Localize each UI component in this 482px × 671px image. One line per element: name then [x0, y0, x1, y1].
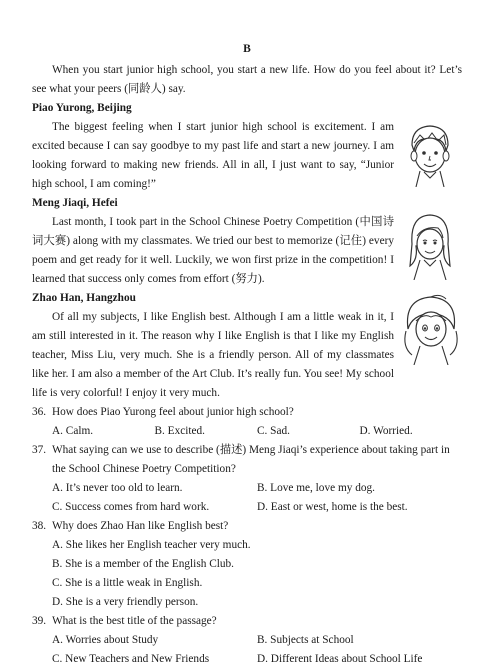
- option-a[interactable]: A. She likes her English teacher very much.: [52, 539, 251, 551]
- question-37: [32, 441, 462, 517]
- intro-paragraph: When you start junior high school, you start a new life. How do you feel about it? Let’s see what your peers (同龄人) say.: [32, 64, 462, 95]
- section-title: B: [243, 43, 251, 55]
- question-36: [32, 403, 462, 441]
- option-a[interactable]: A. Calm.: [52, 425, 94, 437]
- question-text: What is the best title of the passage?: [52, 615, 217, 627]
- option-a[interactable]: A. Worries about Study: [52, 634, 159, 646]
- entry-3: [32, 289, 462, 403]
- question-number: 38.: [32, 520, 47, 532]
- entry-2-author: Meng Jiaqi, Hefei: [32, 197, 118, 209]
- option-c[interactable]: C. Success comes from hard work.: [52, 501, 210, 513]
- option-c[interactable]: C. She is a little weak in English.: [52, 577, 203, 589]
- option-d[interactable]: D. East or west, home is the best.: [257, 501, 408, 513]
- boy-portrait-icon: [400, 121, 460, 187]
- option-d[interactable]: D. Different Ideas about School Life: [257, 653, 423, 665]
- question-39: [32, 612, 462, 669]
- question-38: [32, 517, 462, 612]
- option-c[interactable]: C. New Teachers and New Friends: [52, 653, 210, 665]
- option-b[interactable]: B. She is a member of the English Club.: [52, 558, 234, 570]
- reading-passage: [32, 40, 462, 669]
- entry-2-text: Last month, I took part in the School Chinese Poetry Competition (中国诗词大赛) along with my classmates. We tried our best to memorize (记住) every poem and get ready for it well. Luckily, we won first prize in the competition! I learned that success only comes from effort (努力).: [32, 216, 394, 285]
- entry-3-text: Of all my subjects, I like English best. Although I am a little weak in it, I am still interested in it. The reason why I like English is that I like my English teacher, Miss Liu, very much. She is a friendly person. All of my classmates like her. I am also a member of the Art Club. It’s really fun. You see! My school life is very colorful! I enjoy it very much.: [32, 311, 394, 399]
- question-text: How does Piao Yurong feel about junior high school?: [52, 406, 294, 418]
- option-a[interactable]: A. It’s never too old to learn.: [52, 482, 183, 494]
- girl-portrait-icon: [402, 210, 458, 280]
- entry-2: [32, 194, 462, 289]
- option-d[interactable]: D. Worried.: [359, 425, 413, 437]
- option-c[interactable]: C. Sad.: [257, 425, 290, 437]
- question-number: 39.: [32, 615, 47, 627]
- option-b[interactable]: B. Subjects at School: [257, 634, 354, 646]
- girl-portrait-icon: [400, 291, 462, 365]
- question-number: 37.: [32, 444, 47, 456]
- entry-1-author: Piao Yurong, Beijing: [32, 102, 132, 114]
- question-text: What saying can we use to describe (描述) Meng Jiaqi’s experience about taking part in the School Chinese Poetry Competition?: [52, 444, 450, 475]
- option-b[interactable]: B. Love me, love my dog.: [257, 482, 375, 494]
- option-b[interactable]: B. Excited.: [154, 425, 206, 437]
- question-text: Why does Zhao Han like English best?: [52, 520, 229, 532]
- question-number: 36.: [32, 406, 47, 418]
- entry-1-text: The biggest feeling when I start junior high school is excitement. I am excited because I can say goodbye to my past life and start a new journey. I am looking forward to making new friends. All in all, I just want to say, “Junior high school, I am coming!”: [32, 121, 394, 190]
- option-d[interactable]: D. She is a very friendly person.: [52, 596, 199, 608]
- entry-1: [32, 99, 462, 194]
- entry-3-author: Zhao Han, Hangzhou: [32, 292, 136, 304]
